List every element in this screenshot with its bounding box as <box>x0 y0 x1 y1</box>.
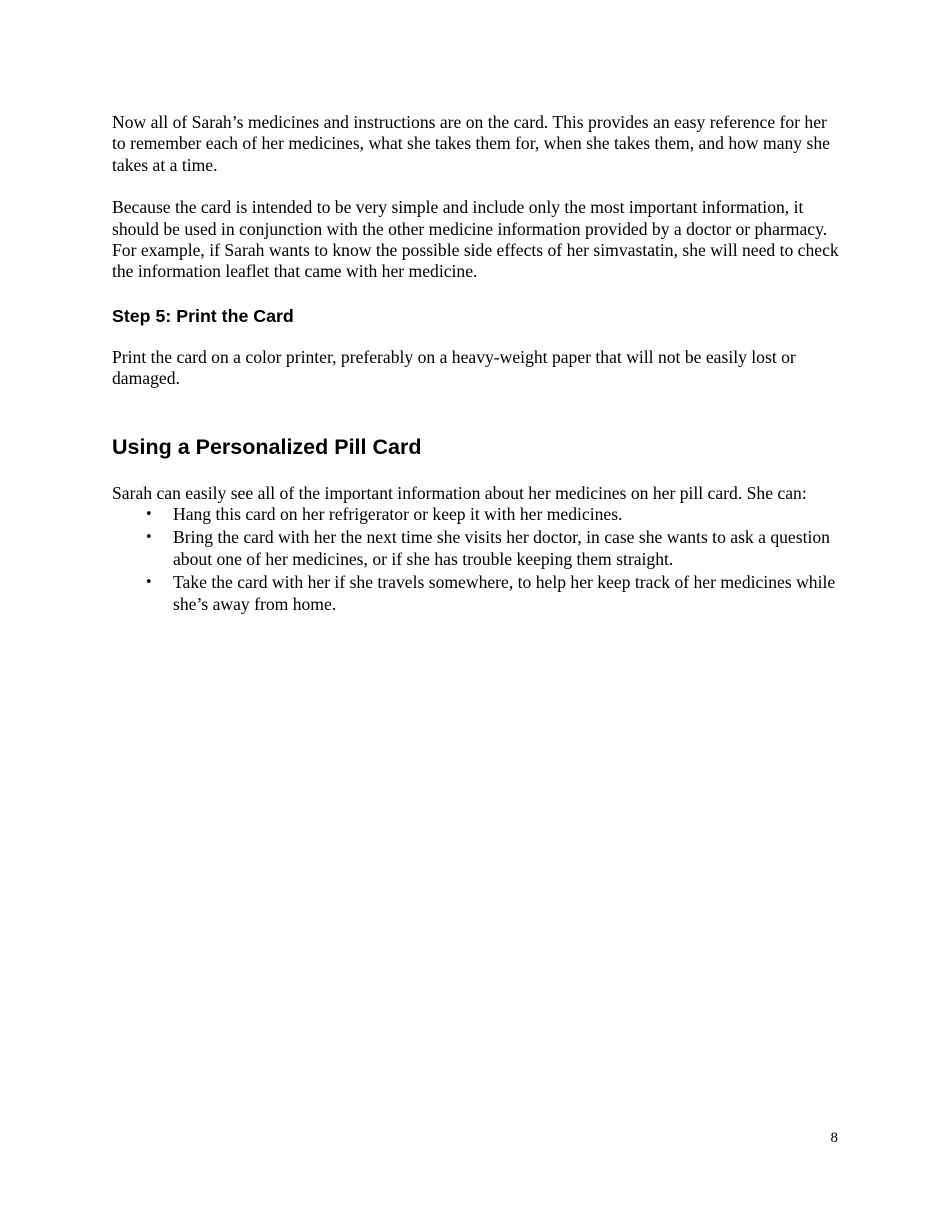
paragraph-card-limitations: Because the card is intended to be very simple and include only the most important information, it should be used in conjunction with the other medicine information provided by a doctor or pharmacy. For example, if Sarah wants to know the possible side effects of her simvastatin, she will need to check the information leaflet that came with her medicine. <box>112 197 839 282</box>
usage-bullet-list <box>112 504 840 615</box>
list-item-text: Take the card with her if she travels somewhere, to help her keep track of her medicines while she’s away from home. <box>173 572 836 614</box>
list-item-text: Hang this card on her refrigerator or keep it with her medicines. <box>173 504 623 525</box>
bullet-icon: • <box>145 575 153 591</box>
list-item-text: Bring the card with her the next time she visits her doctor, in case she wants to ask a question about one of her medicines, or if she has trouble keeping them straight. <box>173 527 830 569</box>
heading-step-5: Step 5: Print the Card <box>112 305 294 326</box>
page-number: 8 <box>830 1130 838 1146</box>
list-item <box>112 527 840 570</box>
paragraph-usage-intro: Sarah can easily see all of the important information about her medicines on her pill card. She can: <box>112 482 807 503</box>
document-page <box>112 112 840 617</box>
list-item <box>112 504 840 525</box>
list-item <box>112 572 840 615</box>
bullet-icon: • <box>145 507 153 523</box>
paragraph-card-summary: Now all of Sarah’s medicines and instructions are on the card. This provides an easy reference for her to remember each of her medicines, what she takes them for, when she takes them, and how many she takes at a time. <box>112 112 830 175</box>
bullet-icon: • <box>145 530 153 546</box>
heading-using-pill-card: Using a Personalized Pill Card <box>112 434 422 459</box>
paragraph-print-instructions: Print the card on a color printer, preferably on a heavy-weight paper that will not be easily lost or damaged. <box>112 346 796 389</box>
